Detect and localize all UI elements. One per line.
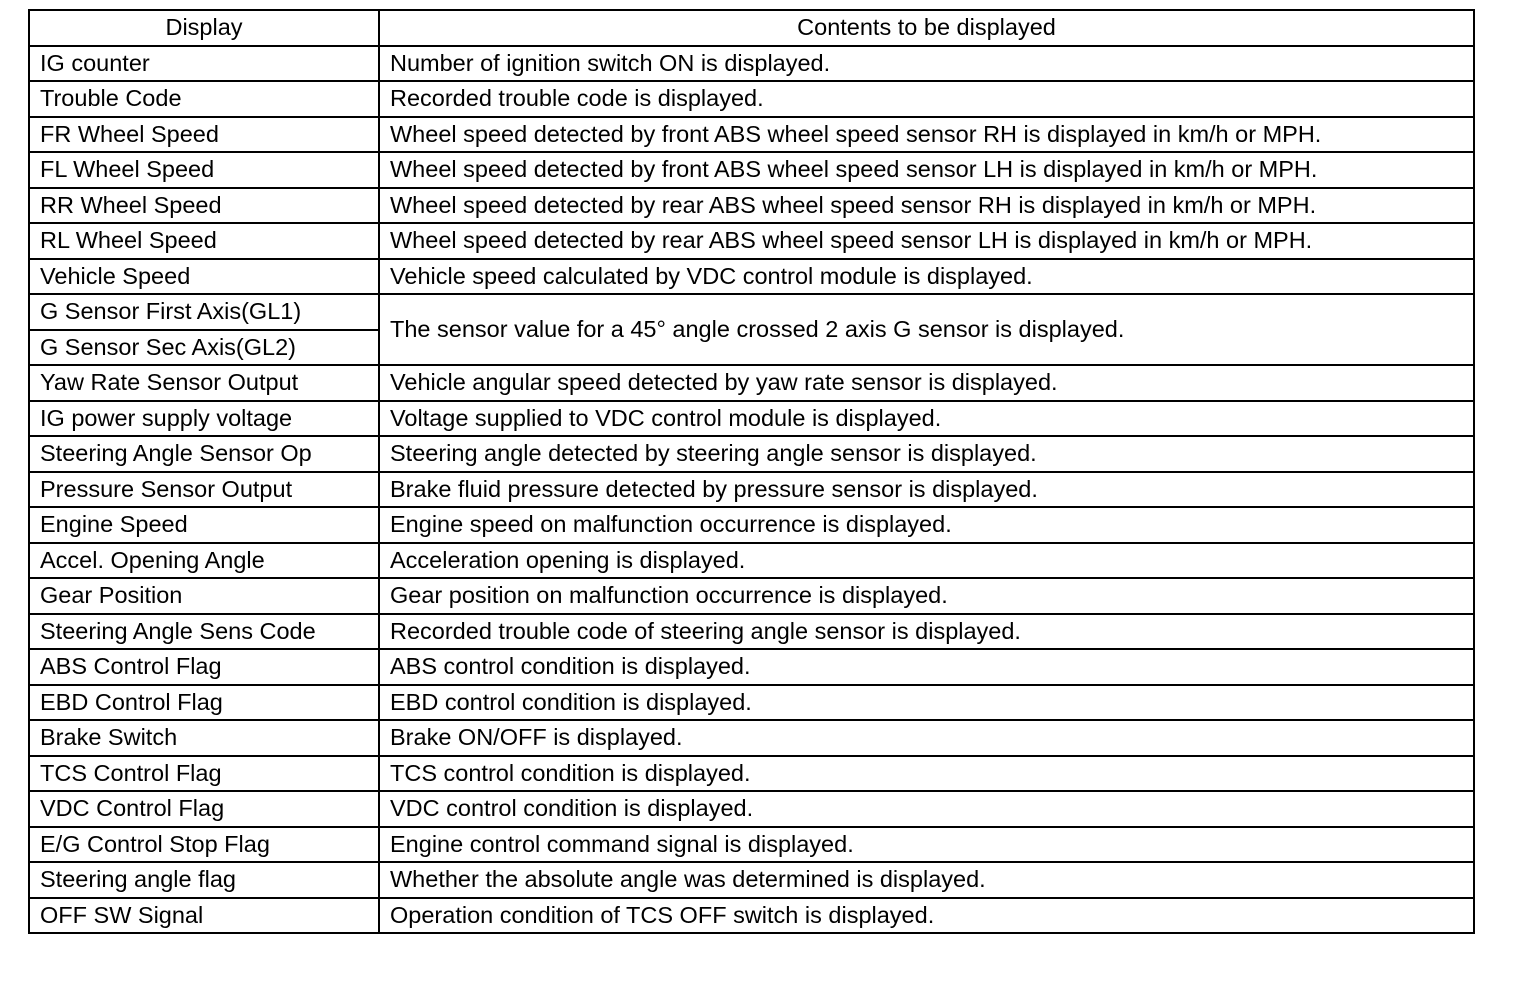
table-row (29, 259, 1474, 295)
display-cell: RL Wheel Speed (29, 223, 379, 259)
contents-cell: Vehicle angular speed detected by yaw rate sensor is displayed. (379, 365, 1474, 401)
contents-cell-merged: The sensor value for a 45° angle crossed 2 axis G sensor is displayed. (379, 294, 1474, 365)
table-row (29, 46, 1474, 82)
display-cell: ABS Control Flag (29, 649, 379, 685)
display-cell: Steering Angle Sens Code (29, 614, 379, 650)
display-cell: VDC Control Flag (29, 791, 379, 827)
table-row (29, 188, 1474, 224)
table-row (29, 294, 1474, 330)
contents-cell: Whether the absolute angle was determined is displayed. (379, 862, 1474, 898)
contents-cell: Wheel speed detected by front ABS wheel speed sensor RH is displayed in km/h or MPH. (379, 117, 1474, 153)
contents-cell: Engine speed on malfunction occurrence is displayed. (379, 507, 1474, 543)
table-row (29, 649, 1474, 685)
display-cell: Trouble Code (29, 81, 379, 117)
contents-cell: Operation condition of TCS OFF switch is displayed. (379, 898, 1474, 934)
contents-cell: Wheel speed detected by rear ABS wheel speed sensor RH is displayed in km/h or MPH. (379, 188, 1474, 224)
table-row (29, 223, 1474, 259)
table-row (29, 862, 1474, 898)
contents-cell: Wheel speed detected by rear ABS wheel speed sensor LH is displayed in km/h or MPH. (379, 223, 1474, 259)
table-row (29, 720, 1474, 756)
display-cell: IG counter (29, 46, 379, 82)
contents-cell: Number of ignition switch ON is displayed. (379, 46, 1474, 82)
display-cell: FR Wheel Speed (29, 117, 379, 153)
display-cell: E/G Control Stop Flag (29, 827, 379, 863)
display-cell: EBD Control Flag (29, 685, 379, 721)
display-cell: OFF SW Signal (29, 898, 379, 934)
display-cell: Vehicle Speed (29, 259, 379, 295)
table-row (29, 827, 1474, 863)
display-cell: Gear Position (29, 578, 379, 614)
contents-cell: Wheel speed detected by front ABS wheel speed sensor LH is displayed in km/h or MPH. (379, 152, 1474, 188)
display-cell: Yaw Rate Sensor Output (29, 365, 379, 401)
contents-cell: Recorded trouble code of steering angle sensor is displayed. (379, 614, 1474, 650)
table-row (29, 507, 1474, 543)
contents-cell: Steering angle detected by steering angle sensor is displayed. (379, 436, 1474, 472)
table-row (29, 152, 1474, 188)
contents-cell: TCS control condition is displayed. (379, 756, 1474, 792)
table-row (29, 898, 1474, 934)
contents-cell: ABS control condition is displayed. (379, 649, 1474, 685)
display-cell: G Sensor First Axis(GL1) (29, 294, 379, 330)
display-cell: Engine Speed (29, 507, 379, 543)
table-row (29, 436, 1474, 472)
display-cell: Steering Angle Sensor Op (29, 436, 379, 472)
table-body (29, 46, 1474, 934)
table-row (29, 578, 1474, 614)
display-cell: IG power supply voltage (29, 401, 379, 437)
table-header (29, 10, 1474, 46)
table-row (29, 365, 1474, 401)
table-row (29, 614, 1474, 650)
header-row (29, 10, 1474, 46)
display-cell: Accel. Opening Angle (29, 543, 379, 579)
display-cell: TCS Control Flag (29, 756, 379, 792)
contents-cell: Gear position on malfunction occurrence is displayed. (379, 578, 1474, 614)
display-cell: FL Wheel Speed (29, 152, 379, 188)
display-cell: Pressure Sensor Output (29, 472, 379, 508)
table-row (29, 401, 1474, 437)
table-row (29, 81, 1474, 117)
table-row (29, 756, 1474, 792)
contents-cell: Voltage supplied to VDC control module is displayed. (379, 401, 1474, 437)
table-row (29, 685, 1474, 721)
contents-cell: Engine control command signal is displayed. (379, 827, 1474, 863)
table-row (29, 791, 1474, 827)
contents-cell: Recorded trouble code is displayed. (379, 81, 1474, 117)
table-row (29, 472, 1474, 508)
display-cell: RR Wheel Speed (29, 188, 379, 224)
contents-cell: Brake ON/OFF is displayed. (379, 720, 1474, 756)
table-row (29, 117, 1474, 153)
contents-cell: VDC control condition is displayed. (379, 791, 1474, 827)
contents-cell: Acceleration opening is displayed. (379, 543, 1474, 579)
display-cell: Steering angle flag (29, 862, 379, 898)
header-contents: Contents to be displayed (379, 10, 1474, 46)
contents-cell: Brake fluid pressure detected by pressure sensor is displayed. (379, 472, 1474, 508)
display-cell: Brake Switch (29, 720, 379, 756)
header-display: Display (29, 10, 379, 46)
table-row (29, 543, 1474, 579)
display-contents-table (28, 9, 1475, 934)
contents-cell: Vehicle speed calculated by VDC control module is displayed. (379, 259, 1474, 295)
contents-cell: EBD control condition is displayed. (379, 685, 1474, 721)
display-cell: G Sensor Sec Axis(GL2) (29, 330, 379, 366)
